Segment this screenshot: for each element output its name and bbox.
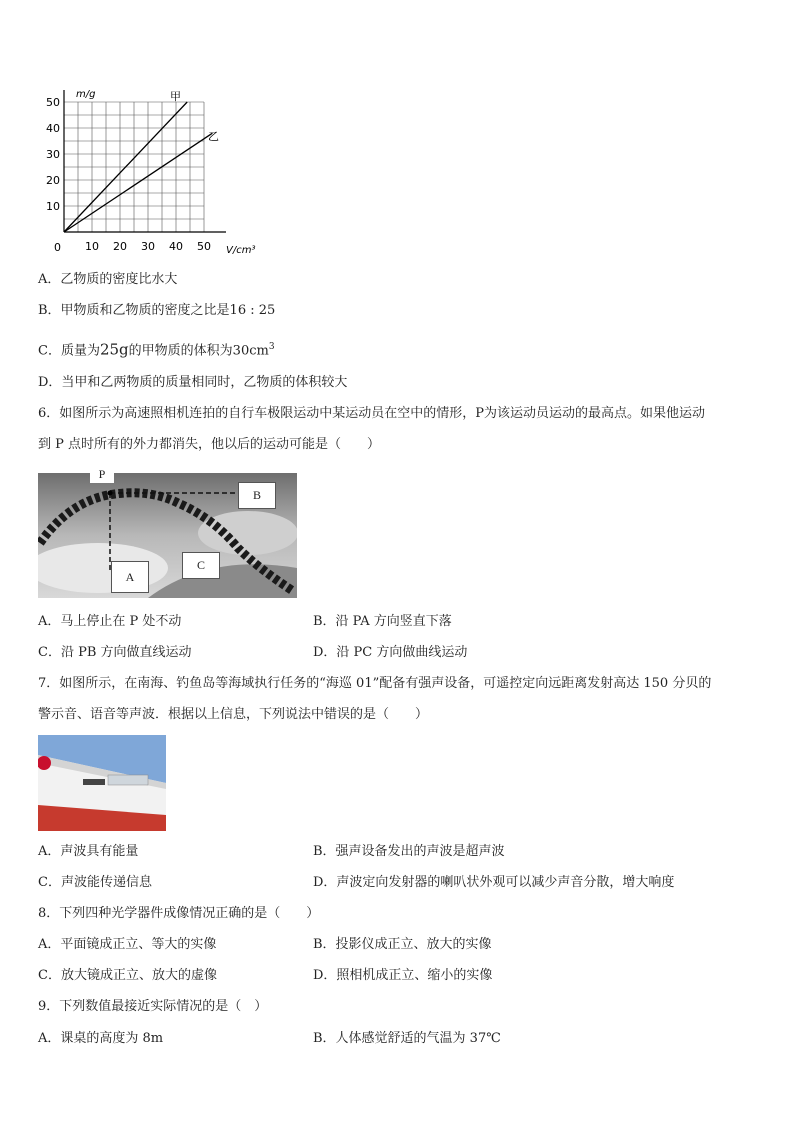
x-tick-label: 50 — [197, 240, 211, 253]
q6-stem-line1: 6．如图所示为高速照相机连拍的自行车极限运动中某运动员在空中的情形，P为该运动员运动的最高点。如果他运动 — [38, 406, 706, 421]
q9-stem: 9．下列数值最接近实际情况的是（ ） — [38, 999, 268, 1014]
q5-option-b: B．甲物质和乙物质的密度之比是16 : 25 — [38, 303, 276, 318]
y-tick-label: 40 — [46, 122, 60, 135]
q9-option-a: A．课桌的高度为 8m — [38, 1031, 164, 1046]
chart-grid — [64, 102, 204, 232]
series-label-jia: 甲 — [170, 90, 181, 103]
q8-option-a: A．平面镜成正立、等大的实像 — [38, 937, 217, 952]
x-tick-label: 10 — [85, 240, 99, 253]
x-tick-label: 30 — [141, 240, 155, 253]
y-tick-label: 30 — [46, 148, 60, 161]
q7-stem-line2: 警示音、语音等声波．根据以上信息，下列说法中错误的是（ ） — [38, 707, 429, 722]
q7-option-d: D．声波定向发射器的喇叭状外观可以减少声音分散，增大响度 — [313, 875, 675, 890]
photo-label-b: B — [238, 482, 276, 509]
photo-label-c: C — [182, 552, 220, 579]
q7-stem-line1: 7．如图所示，在南海、钓鱼岛等海域执行任务的“海巡 01”配备有强声设备，可遥控定向远距离发射高达 150 分贝的 — [38, 676, 712, 691]
origin-label: 0 — [54, 241, 61, 254]
q8-option-d: D．照相机成正立、缩小的实像 — [313, 968, 493, 983]
q8-option-b: B．投影仪成正立、放大的实像 — [313, 937, 492, 952]
q9-option-b: B．人体感觉舒适的气温为 37℃ — [313, 1031, 501, 1046]
y-tick-label: 20 — [46, 174, 60, 187]
y-axis-label: m/g — [76, 89, 96, 100]
q6-option-d: D．沿 PC 方向做曲线运动 — [313, 645, 468, 660]
chart-axes — [64, 90, 226, 232]
y-tick-label: 10 — [46, 200, 60, 213]
y-tick-label: 50 — [46, 96, 60, 109]
q7-option-b: B．强声设备发出的声波是超声波 — [313, 844, 505, 859]
q8-option-c: C．放大镜成正立、放大的虚像 — [38, 968, 217, 983]
x-tick-label: 20 — [113, 240, 127, 253]
q8-stem: 8．下列四种光学器件成像情况正确的是（ ） — [38, 906, 320, 921]
q6-option-c: C．沿 PB 方向做直线运动 — [38, 645, 192, 660]
q5-option-c: C．质量为25g的甲物质的体积为$30cm^3$ — [38, 340, 275, 359]
q7-option-c: C．声波能传递信息 — [38, 875, 152, 890]
q6-stem-line2: 到 P 点时所有的外力都消失，他以后的运动可能是（ ） — [38, 437, 381, 452]
q6-option-b: B．沿 PA 方向竖直下落 — [313, 614, 452, 629]
bike-stunt-photo — [38, 467, 297, 598]
patrol-ship-photo — [38, 735, 166, 831]
x-axis-label: V/cm³ — [226, 245, 256, 256]
q5-option-d: D．当甲和乙两物质的质量相同时，乙物质的体积较大 — [38, 375, 348, 390]
series-label-yi: 乙 — [208, 130, 219, 143]
x-tick-label: 40 — [169, 240, 183, 253]
q7-option-a: A．声波具有能量 — [38, 844, 139, 859]
mass-volume-chart — [40, 86, 280, 266]
photo-label-a: A — [111, 561, 149, 593]
photo-label-p: P — [90, 465, 114, 483]
q6-option-a: A．马上停止在 P 处不动 — [38, 614, 182, 629]
q5-option-a: A．乙物质的密度比水大 — [38, 272, 178, 287]
